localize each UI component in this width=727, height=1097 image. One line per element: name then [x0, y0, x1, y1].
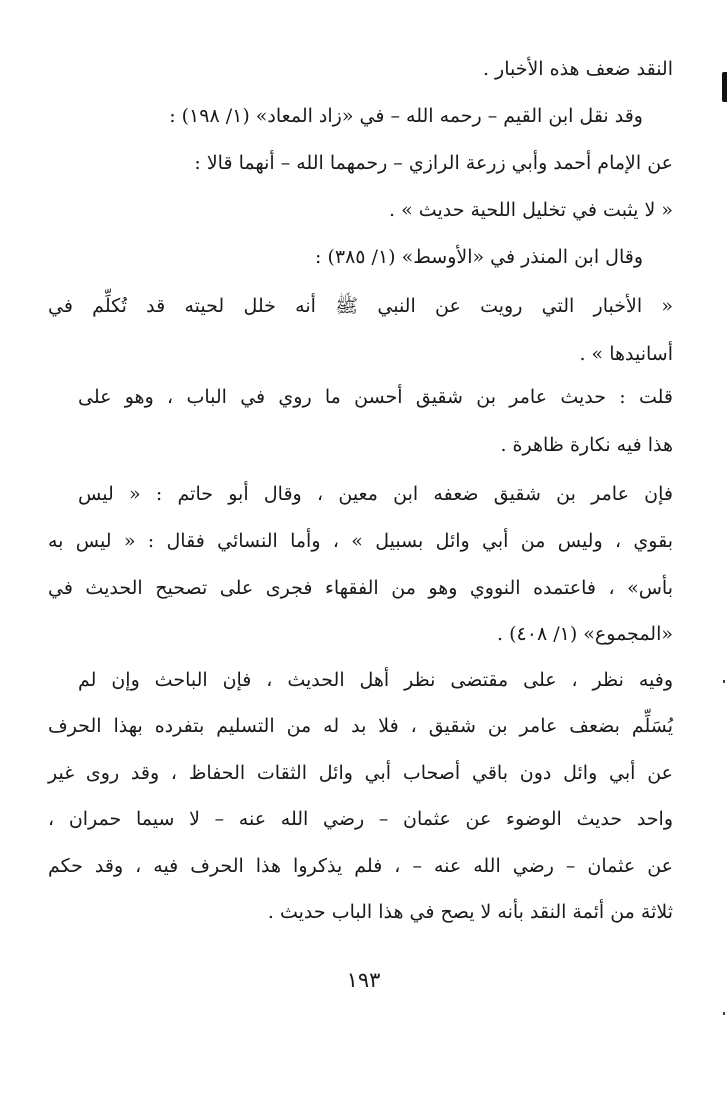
text-line: هذا فيه نكارة ظاهرة . — [500, 434, 673, 456]
text-line: بقوي ، وليس من أبي وائل بسبيل » ، وأما النسائي فقال : « ليس به — [48, 530, 673, 552]
text-line: عن أبي وائل دون باقي أصحاب أبي وائل الثقات الحفاظ ، وقد روى غير — [48, 762, 673, 784]
text-line: «المجموع» (١/ ٤٠٨) . — [497, 623, 673, 645]
text-line: وقال ابن المنذر في «الأوسط» (١/ ٣٨٥) : — [315, 246, 643, 268]
text-line: قلت : حديث عامر بن شقيق أحسن ما روي في الباب ، وهو على — [78, 386, 673, 408]
page-edge-mark — [722, 72, 727, 102]
text-line: وفيه نظر ، على مقتضى نظر أهل الحديث ، فإن الباحث وإن لم — [78, 669, 673, 691]
text-line: ثلاثة من أئمة النقد بأنه لا يصح في هذا الباب حديث . — [267, 901, 673, 923]
text-line: يُسَلِّم بضعف عامر بن شقيق ، فلا بد له من التسليم بتفرده بهذا الحرف — [48, 715, 673, 737]
page-number: ١٩٣ — [346, 968, 381, 992]
text-line: وقد نقل ابن القيم – رحمه الله – في «زاد المعاد» (١/ ١٩٨) : — [169, 105, 643, 127]
text-line: « الأخبار التي رويت عن النبي ﷺ أنه خلل لحيته قد تُكلِّم في — [48, 295, 673, 317]
text-line: فإن عامر بن شقيق ضعفه ابن معين ، وقال أبو حاتم : « ليس — [78, 483, 673, 505]
text-line: عن الإمام أحمد وأبي زرعة الرازي – رحمهما الله – أنهما قالا : — [194, 152, 673, 174]
scan-speck — [723, 680, 725, 683]
text-line: أسانيدها » . — [579, 343, 673, 365]
text-line: بأس» ، فاعتمده النووي وهو من الفقهاء فجرى على تصحيح الحديث في — [48, 577, 673, 599]
text-line: « لا يثبت في تخليل اللحية حديث » . — [389, 199, 673, 221]
scan-speck — [723, 1012, 725, 1015]
text-line: واحد حديث الوضوء عن عثمان – رضي الله عنه – لا سيما حمران ، — [48, 808, 673, 830]
text-line: عن عثمان – رضي الله عنه – ، فلم يذكروا هذا الحرف فيه ، وقد حكم — [48, 855, 673, 877]
text-line: النقد ضعف هذه الأخبار . — [482, 58, 673, 80]
